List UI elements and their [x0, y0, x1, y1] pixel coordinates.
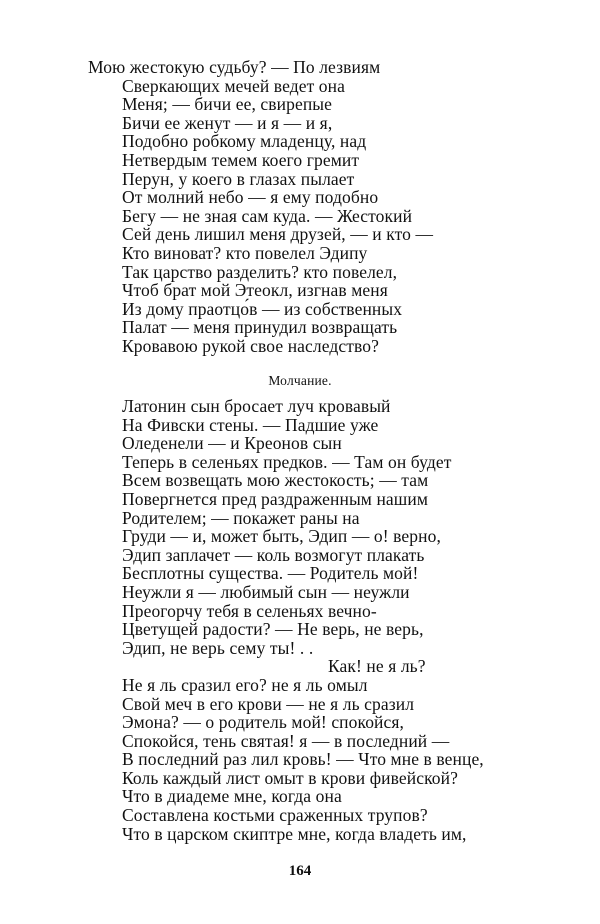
verse-line: Эдип, не верь сему ты! . . — [122, 637, 314, 658]
verse-line: Что в диадеме мне, когда она — [122, 786, 342, 807]
verse-line-indented: Как! не я ль? — [328, 656, 426, 677]
verse-line: Эдип заплачет — коль возмогут плакать — [122, 544, 425, 565]
verse-line: Перун, у коего в глазах пылает — [122, 168, 355, 189]
verse-line: Составлена костьми сраженных трупов? — [122, 805, 428, 826]
verse-line: Латонин сын бросает луч кровавый — [122, 396, 391, 416]
verse-line: Неужли я — любимый сын — неужли — [122, 581, 410, 602]
verse-line: На Фивски стены. — Падшие уже — [122, 414, 379, 435]
verse-line: Сверкающих мечей ведет она — [122, 75, 345, 96]
verse-line: Кто виноват? кто повелел Эдипу — [122, 242, 368, 263]
verse-line: Не я ль сразил его? не я ль омыл — [122, 674, 368, 695]
stage-direction: Молчание. — [268, 373, 332, 388]
verse-line: Оледенели — и Креонов сын — [122, 433, 342, 454]
verse-line: Теперь в селеньях предков. — Там он будет — [122, 451, 452, 472]
verse-line: Кровавою рукой свое наследство? — [122, 335, 379, 356]
verse-stanza-1 — [0, 58, 600, 356]
verse-line: Цветущей радости? — Не верь, не верь, — [122, 619, 424, 640]
page-number: 164 — [288, 863, 312, 879]
verse-line: Подобно робкому младенцу, над — [122, 131, 367, 152]
verse-line: Меня; — бичи ее, свирепые — [122, 94, 333, 115]
verse-line: Что в царском скиптре мне, когда владеть им, — [122, 823, 467, 844]
verse-line: Бичи ее женут — и я — и я, — [122, 112, 333, 133]
verse-line: Так царство разделить? кто повелел, — [122, 261, 398, 282]
verse-line: В последний раз лил кровь! — Что мне в венце, — [122, 749, 484, 770]
verse-line: Бесплотны существа. — Родитель мой! — [122, 563, 419, 584]
verse-line: Повергнется пред раздраженным нашим — [122, 488, 429, 509]
verse-line: Палат — меня принудил возвращать — [122, 317, 398, 338]
verse-line: Чтоб брат мой Этеокл, изгнав меня — [122, 280, 388, 301]
verse-line: Бегу — не зная сам куда. — Жестокий — [122, 205, 413, 226]
verse-line: Из дому праотцо́в — из собственных — [122, 298, 403, 319]
verse-line: Сей день лишил меня друзей, — и кто — — [122, 224, 434, 245]
verse-line: Преогорчу тебя в селеньях вечно- — [122, 600, 377, 621]
verse-line: Эмона? — о родитель мой! спокойся, — [122, 712, 405, 733]
verse-line: Нетвердым темем коего гремит — [122, 149, 360, 170]
verse-line: Мою жестокую судьбу? — По лезвиям — [88, 57, 381, 77]
verse-line: Коль каждый лист омыт в крови фивейской? — [122, 767, 458, 788]
verse-stanza-2 — [0, 397, 600, 843]
verse-line: Груди — и, может быть, Эдип — о! верно, — [122, 526, 441, 547]
verse-line: Всем возвещать мою жестокость; — там — [122, 470, 429, 491]
verse-line: Спокойся, тень святая! я — в последний — — [122, 730, 450, 751]
verse-line: Свой меч в его крови — не я ль сразил — [122, 693, 415, 714]
verse-line: Родителем; — покажет раны на — [122, 507, 360, 528]
verse-line: От молний небо — я ему подобно — [122, 187, 379, 208]
